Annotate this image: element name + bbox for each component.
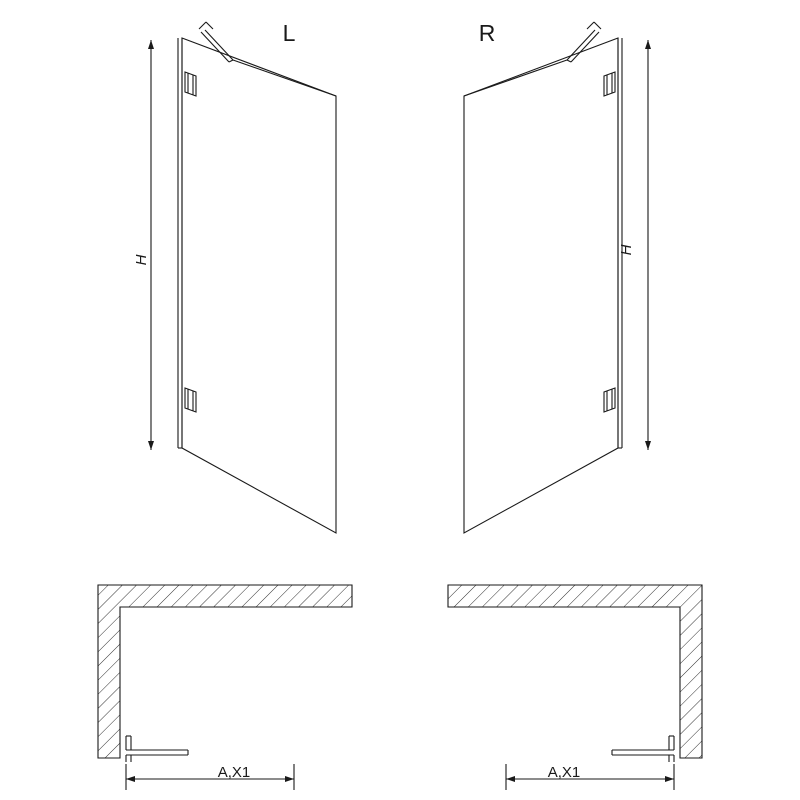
left-variant-label: L [282,20,296,46]
right-width-arrow-left [506,776,515,782]
left-glass-panel [182,38,336,533]
right-variant-label: R [478,20,496,46]
left-plan-view [98,585,352,790]
right-elevation-view [464,22,651,533]
left-elevation-view [148,22,336,533]
left-width-arrow-right [285,776,294,782]
left-width-label: A,X1 [217,764,251,781]
left-bar-end [199,22,206,29]
left-bar-end2 [206,22,213,29]
left-height-label: H [133,254,150,266]
right-hinge-upper [604,72,615,96]
left-height-arrow-top [148,40,154,49]
right-bar-end [594,22,601,29]
right-height-arrow-bottom [645,441,651,450]
right-plan-view [448,585,702,790]
right-plan-wall-hatch [448,585,702,758]
right-width-label: A,X1 [547,764,581,781]
left-height-arrow-bottom [148,441,154,450]
right-width-arrow-right [665,776,674,782]
left-plan-wall-hatch [98,585,352,758]
left-width-arrow-left [126,776,135,782]
left-hinge-upper [185,72,196,96]
left-hinge-lower [185,388,196,412]
right-glass-panel [464,38,618,533]
right-height-arrow-top [645,40,651,49]
right-hinge-lower [604,388,615,412]
right-bar-end2 [587,22,594,29]
right-height-label: H [618,244,635,256]
